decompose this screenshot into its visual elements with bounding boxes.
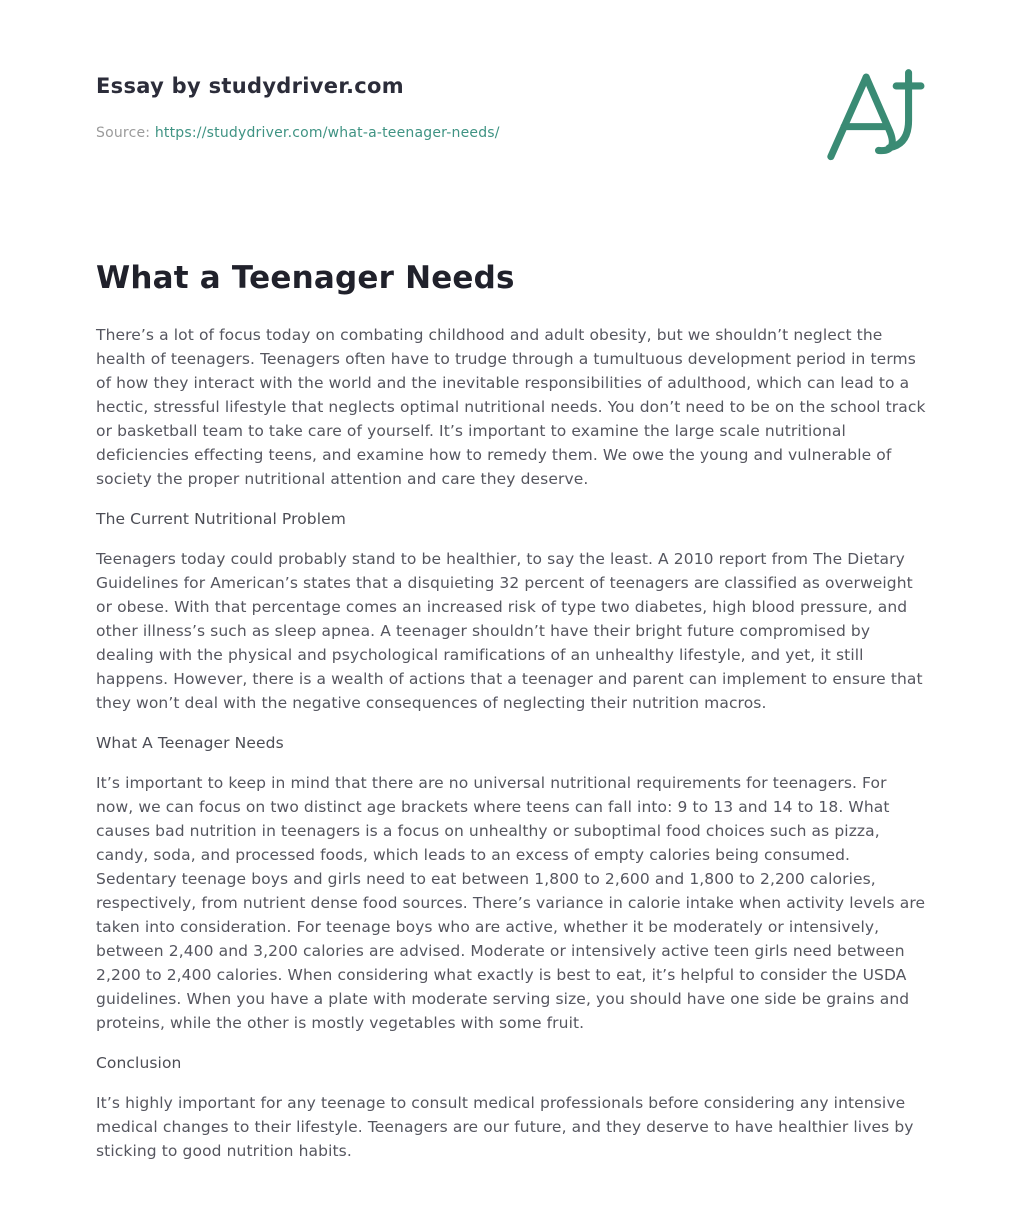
body-paragraph: It’s important to keep in mind that there are no universal nutritional requirements for teenagers. For now, we can focus on two distinct age brackets where teens can fall into: 9 to 13 and 14 to 18. What causes bad nutrition in teenagers is a focus on unhealthy or suboptimal food choices such as pizza, candy, soda, and processed foods, which leads to an excess of empty calories being consumed. Sedentary teenage boys and girls need to eat between 1,800 to 2,600 and 1,800 to 2,200 calories, respectively, from nutrient dense food sources. There’s variance in calorie intake when activity levels are taken into consideration. For teenage boys who are active, whether it be moderately or intensively, between 2,400 and 3,200 calories are advised. Moderate or intensively active teen girls need between 2,200 to 2,400 calories. When considering what exactly is best to eat, it’s helpful to consider the USDA guidelines. When you have a plate with moderate serving size, you should have one side be grains and proteins, while the other is mostly vegetables with some fruit. [96, 774, 926, 1032]
essay-title: What a Teenager Needs [96, 260, 515, 296]
essay-content [96, 260, 928, 1163]
source-line [96, 125, 500, 141]
body-paragraph: Teenagers today could probably stand to be healthier, to say the least. A 2010 report from The Dietary Guidelines for American’s states that a disquieting 32 percent of teenagers are classified as overweight or obese. With that percentage comes an increased risk of type two diabetes, high blood pressure, and other illness’s such as sleep apnea. A teenager shouldn’t have their bright future compromised by dealing with the physical and psychological ramifications of an unhealthy lifestyle, and yet, it still happens. However, there is a wealth of actions that a teenager and parent can implement to ensure that they won’t deal with the negative consequences of neglecting their nutrition macros. [96, 550, 923, 712]
source-label: Source: [96, 125, 151, 141]
studydriver-logo-icon [822, 68, 928, 164]
body-paragraph: It’s highly important for any teenage to consult medical professionals before considering any intensive medical changes to their lifestyle. Teenagers are our future, and they deserve to have healthier lives by sticking to good nutrition habits. [96, 1094, 914, 1160]
section-heading: The Current Nutritional Problem [96, 510, 346, 528]
body-paragraph: There’s a lot of focus today on combating childhood and adult obesity, but we shouldn’t neglect the health of teenagers. Teenagers often have to trudge through a tumultuous development period in terms of how they interact with the world and the inevitable responsibilities of adulthood, which can lead to a hectic, stressful lifestyle that neglects optimal nutritional needs. You don’t need to be on the school track or basketball team to take care of yourself. It’s important to examine the large scale nutritional deficiencies effecting teens, and examine how to remedy them. We owe the young and vulnerable of society the proper nutritional attention and care they deserve. [96, 326, 926, 488]
page-header [96, 62, 928, 164]
source-link[interactable]: https://studydriver.com/what-a-teenager-needs/ [154, 125, 500, 141]
section-heading: What A Teenager Needs [96, 734, 284, 752]
header-left [96, 62, 500, 141]
essay-body [96, 323, 928, 1163]
section-heading: Conclusion [96, 1054, 182, 1072]
byline: Essay by studydriver.com [96, 74, 404, 98]
